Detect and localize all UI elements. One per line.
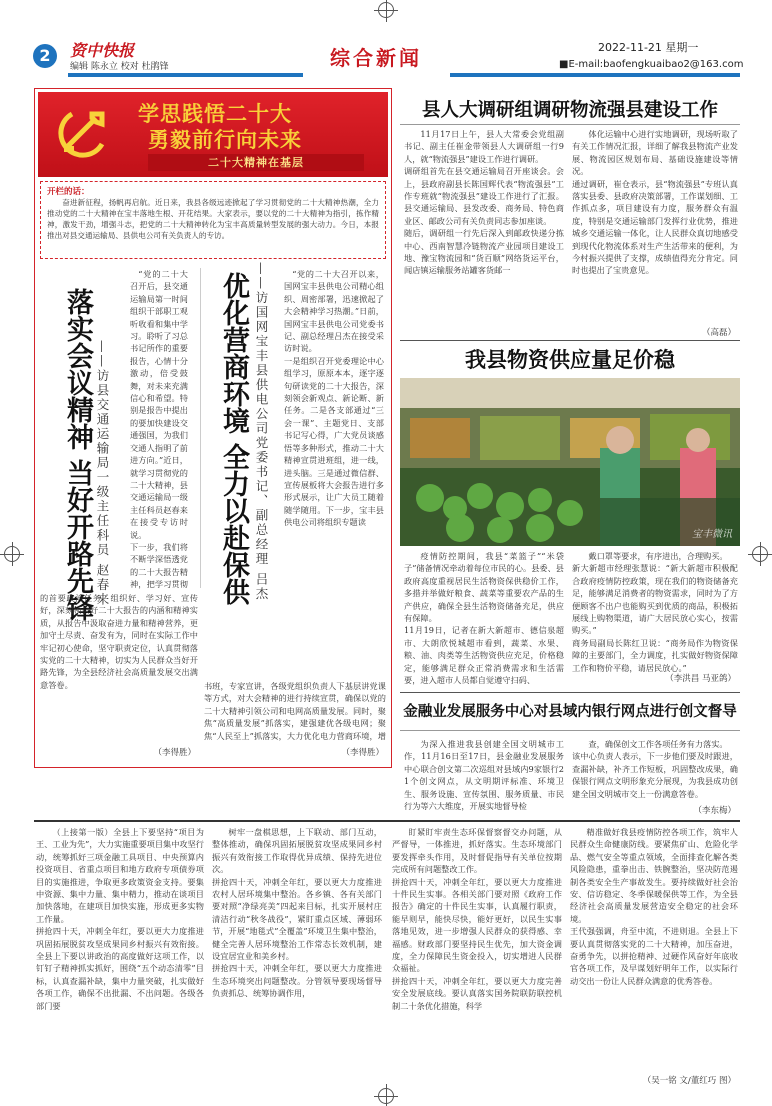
photo-watermark: 宝丰微讯 — [692, 529, 732, 540]
r2-col1: 疫情防控期间，我县“菜篮子”“米袋子”储备情况牵动着每位市民的心。县委、县政府高度重视居民生活物资保供稳价工作，多措并举做好粮食、蔬菜等重要农产品的生产供应，确保全县生活物资储备充足，供应有保障。 11月19日，记者在新大新超市、德信泉超市、大朗欣悦城超市看到，蔬菜、水果、粮、油、肉类等生活物资供应充足，价格稳定，能够满足群众正常消费需求和生活需要，进入超市人员都自觉遵守扫码、 — [404, 551, 564, 686]
banner — [38, 92, 388, 177]
email-line: ■E-mail:baofengkuaibao2@163.com — [559, 59, 744, 70]
mid-article-bottom: 书班，专家宣讲，各级党组织负责人下基层讲党课等方式，对大会精神的进行持续宣贯，确保以党的二十大精神引领公司和电网高质量发展。同时，聚焦“高质量发展”抓落实，建强建优各级电网；聚焦“人民至上”抓落实，大力优化电力营商环境，增 — [204, 681, 386, 741]
crop-mark-left — [4, 546, 20, 562]
party-emblem-icon — [58, 102, 114, 158]
bottom-band-rule — [34, 820, 740, 822]
header-rule-left — [68, 73, 303, 77]
left-article-bottom: 的首要政治任务，组织好、学习好、宣传好，深刻领会好二十大报告的内涵和精神实质，从报告中汲取奋进力量和精神营养，更加守土尽责、奋发有为，同时在实际工作中牢记初心使命，坚守职责定位，认真贯彻落实党的二十大精神，切实为人民群众当好开路先锋，为全县经济社会高质量发展交出满意答卷。 — [40, 593, 198, 690]
crop-mark-right — [752, 546, 768, 562]
bottom-col3: 盯紧盯牢责生态环保督察督交办问题，从严督导，一体推进，抓好落实。生态环境部门要发挥牵头作用，及时督促指导有关单位按期完成所有问题整改工作。 拼抢四十天，冲刺全年红，要以更大力度推进十件民生实事。各相关部门要对照《政府工作报告》确定的十件民生实事，认真履行职责，能早则早，能快尽快，能好更好，以民生实事落地见效，进一步增强人民群众的获得感、幸福感。财政部门要坚持民生优先，加大资金调度，全力保障民生资金投入，切实增进人民群众福祉。 拼抢四十天，冲刺全年红，要以更大力度完善安全发展底线。要认真落实国务院联防联控机制二十条优化措施，科学 — [392, 827, 562, 1011]
page-number-badge: 2 — [33, 44, 57, 68]
mid-article-subtitle: ——访国网宝丰县供电公司党委书记、副总经理 吕杰 — [254, 262, 269, 602]
r3-credit: （李东梅） — [693, 806, 736, 816]
mid-article-credit: （李得胜） — [341, 748, 384, 758]
editor-note-label: 开栏的话： — [47, 187, 90, 197]
column-divider — [200, 268, 201, 588]
r2-credit: （李洪昌 马亚鸽） — [665, 674, 736, 684]
r1-bottom-rule — [400, 340, 740, 341]
left-article-credit: （李得胜） — [153, 748, 196, 758]
banner-strip: 二十大精神在基层 — [148, 154, 364, 171]
mid-article-col1: “党的二十大召开以来，国网宝丰县供电公司精心组织、周密部署，迅速掀起了大会精神学习热潮。”日前，国网宝丰县供电公司党委书记、副总经理吕杰在接受采访时说。 一是组织召开党委理论中心组学习，原原本本，逐字逐句研读党的二十大报告，深刻领会新观点、新论断、新任务。二是各支部通过“三会一课”、主题党日、支部书记写心得，广大党员谈感悟等多种形式，推动二十大精神宣贯进班组，进一线，进头脑。三是通过微信群、宣传展板将大会报告进行多形式展示，让广大员工随着随学随用。下一步，宝丰县供电公司将组织专题读 — [284, 269, 384, 528]
r3-top-rule — [400, 692, 740, 693]
r3-col2: 查，确保创文工作各项任务有力落实。 该中心负责人表示，下一步他们要及时跟进，查漏补缺，补齐工作短板，巩固整改成果，确保银行网点文明形象充分展现，为我县成功创建全国文明城市交上一份满意答卷。 — [572, 739, 738, 799]
bottom-credit: （吴一铭 文/董红巧 图） — [642, 1076, 736, 1086]
editor-note-text: 奋进新征程，扬帆再启航。近日来，我县各级远迹掀起了学习贯彻党的二十大精神热潮，全力推动党的二十大精神在宝丰落地生根、开花结果。大家表示，要以党的二十大精神为指引，拣作精神，激发干劲，增强斗志，把党的二十大精神转化为宝丰高质量转型发展的强大动力。今日，本报推出对县交通运输局、县供电公司有关负责人的专访。 — [47, 198, 379, 240]
editor-note-box — [40, 181, 386, 259]
r1-headline: 县人大调研组调研物流强县建设工作 — [421, 100, 718, 121]
banner-line1: 学思践悟二十大 — [138, 102, 292, 126]
header-rule-right — [450, 73, 740, 77]
mid-article-headline: 优化营商环境 全力以赴保供 — [218, 272, 249, 606]
issue-date: 2022-11-21 星期一 — [598, 41, 699, 54]
r1-rule — [400, 124, 740, 125]
section-title: 综合新闻 — [330, 46, 422, 70]
banner-line2: 勇毅前行向未来 — [148, 128, 302, 152]
bottom-col1: （上接第一版）全县上下要坚持“项目为王、工业为先”，大力实施重要项目集中攻坚行动，统筹抓好三项金融工具项目、中央预算内投资项目、省重点项目和地方政府专项债券项目的实施推进，争取更多政策资金支持。要集中资源、集中力量、集中精力，推动在谈项目加快落地，在建项目加快实施，形成更多实物工作量。 拼抢四十天，冲刺全年红，要以更大力度推进巩固拓展脱贫攻坚成果同乡村振兴有效衔接。全县上下要以讲政治的高度做好这项工作，以钉钉子精神抓实抓好，围绕“五个动态清零”目标，认真查漏补缺，集中力量突破，扎实做好各项工作，确保不出批漏、不出问题。各级各部门要 — [36, 827, 204, 1011]
staff-line: 编辑 陈永立 校对 杜鹃锋 — [70, 62, 169, 72]
r1-credit: （高磊） — [701, 328, 736, 338]
left-article-headline: 落实会议精神 当好开路先锋 — [62, 288, 93, 622]
supermarket-photo — [400, 378, 740, 546]
left-article-subtitle: ——访县交通运输局一级主任科员 赵春来 — [95, 340, 110, 607]
r3-rule — [400, 730, 740, 731]
left-article-col1: “党的二十大召开后，县交通运输局第一时间组织干部职工观听收看和集中学习。聆听了习总书记所作的重要报告，心情十分激动，倍受鼓舞，对未来充满信心和希望。特别是报告中提出的要加快建设交通强国，为我们交通人指明了前进方向。”近日，就学习贯彻党的二十大精神，县交通运输局一级主任科员赵春来在接受专访时说。 下一步，我们将不断学深悟透党的二十大报告精神，把学习贯彻 — [130, 269, 188, 590]
bottom-col4: 精准做好我县疫情防控各项工作，筑牢人民群众生命健康防线。要紧焦矿山、危险化学品、燃气安全等重点领域，全面排查化解各类风险隐患，重拳出击、铁腕整治，坚决防范遏制各类安全生产事故发生。要持续做好社会治安、信访稳定、冬季保暖保供等工作，为全县经济社会高质量发展营造安全稳定的社会环境。 王代强强调，舟至中流，不进则退。全县上下要认真贯彻落实党的二十大精神，加压奋进，奋勇争先，以拼抢精神、过硬作风奋好年底收官各项工作，及早谋划好明年工作，以实际行动交出一份让人民群众满意的优秀答卷。 — [570, 827, 738, 986]
r3-headline: 金融业发展服务中心对县域内银行网点进行创文督导 — [403, 704, 737, 720]
r1-col1: 11月17日上午，县人大常委会党组副书记、副主任崔金带领县人大调研组一行9人，就“物流强县”建设工作进行调研。 调研组首先在县交通运输局召开座谈会。会上，县政府副县长陈国辉代表“物流强县”工作专班就“物流强县”建设工作进行了汇报。县交通运输局、县发改委、商务局、特色商业区、邮政公司有关负责同志参加座谈。 随后，调研组一行先后深入到邮政快递分拣中心、西南智慧冷链物流产业园项目建设工地、豫宝物流园和“货百顺”网络货运平台，闻店镇运输服务站罐客货邮一 — [404, 129, 564, 276]
r3-col1: 为深入推进我县创建全国文明城市工作，11月16日至17日，县金融业发展服务中心联合创文第二次巡组对县域内9家银行21个创文网点，从文明期评标准、环境卫生、服务设施、宣传氛围、服务质量、市民行为等六大维度，开展实地督导检 — [404, 739, 564, 812]
bottom-col2: 树牢一盘棋思想，上下联动、部门互动，整体推动，确保巩固拓展脱贫攻坚成果同乡村振兴有效衔接工作取得优异成绩、保持先进位次。 拼抢四十天，冲刺全年红，要以更大力度推进农村人居环境集中整治。各乡镇、各有关部门要对照“净绿亮美”四起来目标，扎实开展村庄清洁行动“秋冬战役”，紧盯重点区域、薄弱环节，开展“地毯式”全覆盖”环境卫生集中整治，健全完善人居环境整治工作常态长效机制，建设宜居宜业和美乡村。 拼抢四十天，冲刺全年红，要以更大力度推进生态环境突出问题整改。分管领导要现场督导负责抓总、统筹协调作用， — [212, 827, 382, 999]
masthead-logo: 资中快报 — [70, 41, 135, 60]
crop-mark-top — [378, 2, 394, 18]
r1-col2: 体化运输中心进行实地调研，现场听取了有关工作情况汇报，详细了解我县物流产业发展、物流园区规划布局、基础设施建设等情况。 通过调研，崔仓表示，县“物流强县”专班认真落实县委、县政府决策部署，工作谋划细、工作抓点多，项目建设有力度，服务群众有温度，特别是交通运输部门发挥行业优势，推进城乡交通运输一体化，让人民群众真切地感受到现代化物流体系对生产生活带来的便利，为今村振兴提供了支撑，成绩值得充分肯定。同时也提出了宝贵意见。 — [572, 129, 738, 276]
r2-col2: 戴口罩等要求，有序进出，合理购买。 新大新超市经理张慧说：“新大新超市积极配合政府疫情防控政策，现在我们的物资储备充足，能够满足消费者的物资需求，同时为了方便顾客不出户也能购买到优质的商品，积极拓展线上购物渠道，请广大居民放心实心，按需购买。” 商务局副局长陈红卫说：“商务局作为物资保障的主要部门，全力调度，扎实做好物资保障工作和物价平稳，请居民放心。” — [572, 551, 738, 673]
r2-headline: 我县物资供应量足价稳 — [465, 348, 675, 372]
